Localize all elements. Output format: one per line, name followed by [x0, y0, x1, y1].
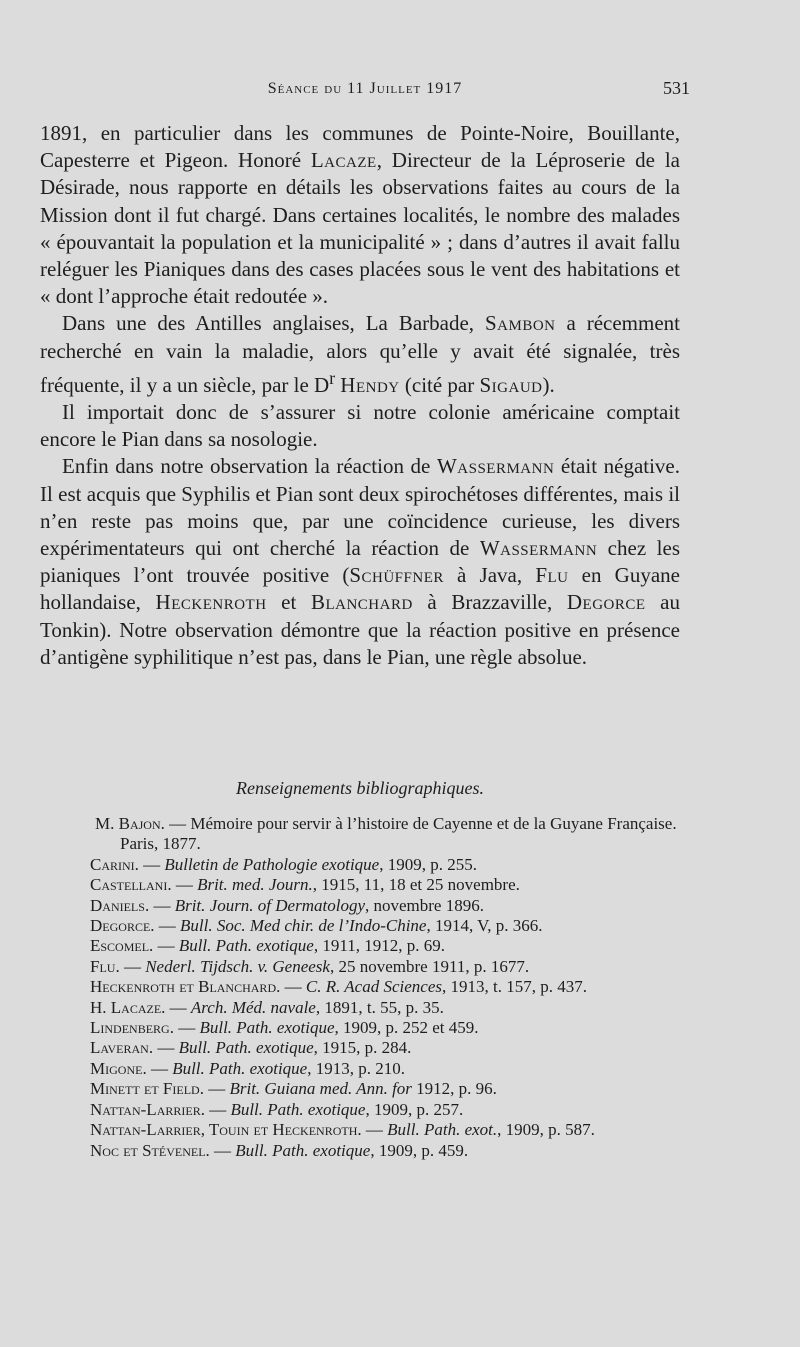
author-name: Wassermann	[436, 454, 555, 479]
entry-details: , 1909, p. 252 et 459.	[334, 1018, 479, 1038]
entry-journal-title: C. R. Acad Sciences	[305, 977, 442, 997]
entry-separator: —	[153, 936, 179, 956]
entry-author: Nattan-Larrier, Touin et Heckenroth.	[90, 1120, 362, 1140]
bibliography-entry	[90, 855, 680, 875]
text-run: et	[266, 590, 311, 615]
entry-journal-title: Arch. Méd. navale	[190, 997, 316, 1017]
entry-separator: —	[209, 1140, 236, 1160]
entry-details: Mémoire pour servir à l’histoire de Cayenne et de la Guyane Française. Paris, 1877.	[120, 814, 677, 854]
bibliography-entry	[90, 1079, 680, 1099]
entry-author: Heckenroth et Blanchard.	[90, 977, 281, 997]
entry-journal-title: Bull. Path. exotique	[178, 1038, 314, 1058]
entry-author: Escomel.	[90, 936, 154, 956]
paragraph	[40, 453, 680, 671]
entry-journal-title: Bulletin de Pathologie exotique	[164, 854, 380, 874]
entry-separator: —	[173, 1018, 200, 1038]
bibliography-entry	[90, 977, 680, 997]
entry-journal-title: Brit. Journ. of Dermatology	[174, 895, 365, 915]
bibliography-entry	[90, 875, 680, 895]
text-run: (cité par	[399, 372, 480, 397]
page-header	[40, 74, 690, 104]
entry-journal-title: Brit. med. Journ.	[197, 875, 313, 895]
entry-details: , 1914, V, p. 366.	[426, 916, 543, 936]
paragraph	[40, 310, 680, 399]
entry-details: , 1891, t. 55, p. 35.	[315, 997, 444, 1017]
text-run: était négative. Il est acquis que Syphilis et Pian sont deux spirochétoses différentes, mais il n’en reste pas moins que, par une coïncidence curieuse, les divers expérimentateurs qui ont cherché la réaction de	[40, 454, 681, 561]
entry-author: Degorce.	[90, 916, 155, 936]
text-run: Il importait donc de s’assurer si notre colonie américaine comptait encore le Pian dans sa nosologie.	[40, 400, 680, 452]
text-run: 1891, en particulier dans les communes de Pointe-Noire, Bouillante, Capesterre et Pigeon. Honoré	[40, 121, 680, 173]
entry-journal-title: Bull. Path. exot.	[387, 1120, 498, 1140]
entry-separator: —	[171, 875, 198, 895]
text-run: en Guyane hollandaise,	[40, 563, 680, 615]
bibliography-entry	[90, 1141, 680, 1161]
paragraph	[40, 120, 680, 310]
entry-details: , 1913, t. 157, p. 437.	[441, 977, 587, 997]
entry-author: Carini.	[90, 854, 139, 874]
bibliography-title: Renseignements bibliographiques.	[236, 778, 484, 798]
text-run: Dans une des Antilles anglaises, La Barbade,	[62, 311, 485, 336]
entry-author: H. Lacaze.	[90, 997, 166, 1017]
entry-details: , 1915, p. 284.	[313, 1038, 412, 1058]
text-run: ).	[542, 372, 555, 397]
text-run: Enfin dans notre observation la réaction de	[62, 454, 437, 479]
entry-author: Flu.	[90, 956, 120, 976]
author-name: Sambon	[484, 311, 556, 336]
page-number: 531	[663, 78, 690, 98]
entry-separator: —	[138, 854, 165, 874]
entry-details: , 25 novembre 1911, p. 1677.	[329, 956, 530, 976]
text-run: au Tonkin). Notre observation démontre que la réaction positive en présence d’antigène syphilitique n’est pas, dans le Pian, une règle absolue.	[40, 590, 680, 669]
bibliography-entry	[90, 896, 680, 916]
entry-journal-title: Bull. Path. exotique	[235, 1140, 371, 1160]
entry-separator: —	[146, 1058, 173, 1078]
author-name: Heckenroth	[155, 590, 267, 615]
bibliography-entry	[90, 1038, 680, 1058]
entry-separator: —	[204, 1099, 231, 1119]
entry-author: Migone.	[90, 1058, 147, 1078]
superscript: r	[329, 367, 336, 388]
author-name: Blanchard	[310, 590, 413, 615]
entry-journal-title: Bull. Path. exotique	[178, 936, 314, 956]
bibliography-entry	[90, 916, 680, 936]
text-run: a récemment recherché en vain la maladie, alors qu’elle y avait été signalée, très fréquente, il y a un siècle, par le D	[40, 311, 680, 397]
entry-separator: —	[154, 916, 181, 936]
author-name: Lacaze	[310, 148, 377, 173]
entry-separator: —	[361, 1120, 388, 1140]
author-name: Hendy	[340, 372, 400, 397]
entry-author: Noc et Stévenel.	[90, 1140, 210, 1160]
bibliography-list	[90, 814, 680, 1161]
entry-separator: —	[119, 956, 146, 976]
entry-separator: —	[165, 997, 191, 1017]
author-name: Flu	[535, 563, 569, 588]
entry-separator: —	[203, 1079, 230, 1099]
running-head: Séance du 11 Juillet 1917	[267, 80, 463, 97]
text-run: , Directeur de la Léproserie de la Désirade, nous rapporte en détails les observations faites au cours de la Mission dont il fut chargé. Dans certaines localités, le nombre des malades « épouvantait la population et la municipalité » ; dans d’autres il avait fallu reléguer les Pianiques dans des cases placées sous le vent des habitations et « dont l’approche était redoutée ».	[40, 148, 680, 309]
entry-author: Lindenberg.	[90, 1018, 174, 1038]
bibliography-entry	[90, 1100, 680, 1120]
entry-details: , 1909, p. 459.	[370, 1140, 469, 1160]
text-run: à Brazzaville,	[412, 590, 567, 615]
entry-details: , 1911, 1912, p. 69.	[313, 936, 445, 956]
entry-details: , 1909, p. 587.	[497, 1120, 595, 1140]
entry-details: , 1913, p. 210.	[307, 1058, 405, 1078]
entry-journal-title: Bull. Path. exotique	[199, 1018, 335, 1038]
bibliography-entry	[90, 998, 680, 1018]
entry-author: M. Bajon.	[95, 814, 165, 833]
text-run: chez les pianiques l’ont trouvée positive (	[40, 536, 680, 588]
entry-details: , 1909, p. 255.	[379, 854, 477, 874]
entry-journal-title: Bull. Soc. Med chir. de l’Indo-Chine	[180, 916, 427, 936]
author-name: Wassermann	[479, 536, 598, 561]
entry-details: , 1909, p. 257.	[365, 1099, 464, 1119]
entry-separator: —	[153, 1038, 179, 1058]
bibliography-entry	[90, 936, 680, 956]
bibliography-entry	[90, 814, 680, 855]
body-text	[40, 120, 680, 671]
entry-journal-title: Nederl. Tijdsch. v. Geneesk	[145, 956, 330, 976]
entry-details: 1912, p. 96.	[411, 1079, 497, 1099]
entry-author: Castellani.	[90, 875, 172, 895]
author-name: Degorce	[566, 590, 646, 615]
entry-journal-title: Brit. Guiana med. Ann. for	[229, 1079, 412, 1099]
entry-author: Laveran.	[90, 1038, 154, 1058]
entry-separator: —	[164, 814, 191, 833]
entry-author: Nattan-Larrier.	[90, 1099, 205, 1119]
entry-author: Minett et Field.	[90, 1079, 204, 1099]
entry-details: , 1915, 11, 18 et 25 novembre.	[312, 875, 520, 895]
bibliography-entry	[90, 1018, 680, 1038]
bibliography-entry	[90, 1120, 680, 1140]
bibliography-entry	[90, 957, 680, 977]
paragraph	[40, 399, 680, 453]
author-name: Schüffner	[349, 563, 444, 588]
text-run: à Java,	[443, 563, 536, 588]
bibliography-entry	[90, 1059, 680, 1079]
entry-journal-title: Bull. Path. exotique	[230, 1099, 366, 1119]
entry-author: Daniels.	[90, 895, 150, 915]
entry-separator: —	[280, 977, 306, 997]
entry-details: , novembre 1896.	[365, 895, 484, 915]
entry-journal-title: Bull. Path. exotique	[172, 1058, 308, 1078]
entry-separator: —	[149, 895, 175, 915]
author-name: Sigaud	[479, 372, 543, 397]
